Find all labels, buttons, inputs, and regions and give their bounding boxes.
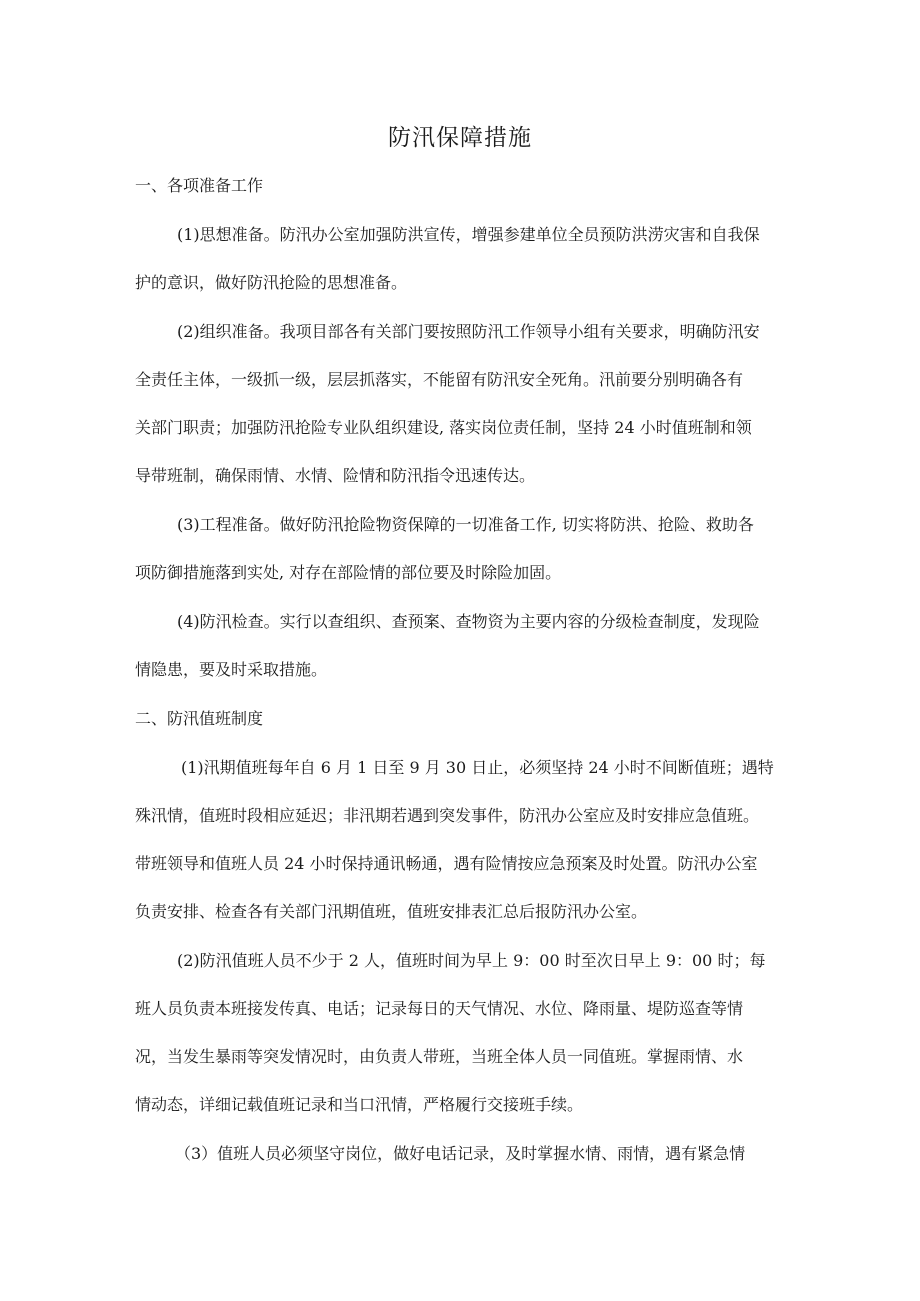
paragraph-line: 导带班制，确保雨情、水情、险情和防汛指令迅速传达。 <box>135 466 536 485</box>
paragraph <box>135 756 795 924</box>
paragraph-line: 情动态，详细记载值班记录和当口汛情，严格履行交接班手续。 <box>135 1095 584 1114</box>
section-heading: 一、各项准备工作 <box>135 176 264 195</box>
paragraph-line: 负责安排、检查各有关部门汛期值班，值班安排表汇总后报防汛办公室。 <box>135 902 648 921</box>
paragraph-line: 护的意识，做好防汛抢险的思想准备。 <box>135 273 408 292</box>
paragraph-line: (1)思想准备。防汛办公室加强防洪宣传，增强参建单位全员预防洪涝灾害和自我保 <box>177 225 760 244</box>
section-heading: 二、防汛值班制度 <box>135 709 264 728</box>
paragraph <box>135 513 795 585</box>
paragraph <box>135 610 795 682</box>
paragraph-line: （3）值班人员必须坚守岗位，做好电话记录，及时掌握水情、雨情，遇有紧急情 <box>175 1144 746 1163</box>
paragraph-line: 情隐患，要及时采取措施。 <box>135 660 328 679</box>
paragraph-line: (2)防汛值班人员不少于 2 人，值班时间为早上 9：00 时至次日早上 9：00 时；每 <box>177 951 766 970</box>
paragraph <box>135 320 795 488</box>
document-body <box>135 174 795 1166</box>
paragraph <box>135 223 795 295</box>
paragraph-line: 班人员负责本班接发传真、电话；记录每日的天气情况、水位、降雨量、堤防巡查等情 <box>135 999 744 1018</box>
paragraph-line: (4)防汛检查。实行以查组织、查预案、查物资为主要内容的分级检查制度，发现险 <box>177 612 760 631</box>
paragraph-line: (1)汛期值班每年自 6 月 1 日至 9 月 30 日止，必须坚持 24 小时不间断值班；遇特 <box>181 758 774 777</box>
paragraph-line: (2)组织准备。我项目部各有关部门要按照防汛工作领导小组有关要求，明确防汛安 <box>177 322 760 341</box>
document-title: 防汛保障措施 <box>388 125 532 151</box>
paragraph <box>135 1142 795 1166</box>
paragraph-line: 关部门职责；加强防汛抢险专业队组织建设, 落实岗位责任制，坚持 24 小时值班制和领 <box>135 418 752 437</box>
paragraph <box>135 949 795 1117</box>
paragraph-line: 殊汛情，值班时段相应延迟；非汛期若遇到突发事件，防汛办公室应及时安排应急值班。 <box>135 806 760 825</box>
paragraph-line: (3)工程准备。做好防汛抢险物资保障的一切准备工作, 切实将防洪、抢险、救助各 <box>177 515 754 534</box>
paragraph-line: 况，当发生暴雨等突发情况时，由负责人带班，当班全体人员一同值班。掌握雨情、水 <box>135 1047 744 1066</box>
paragraph-line: 项防御措施落到实处, 对存在部险情的部位要及时除险加固。 <box>135 563 562 582</box>
paragraph-line: 带班领导和值班人员 24 小时保持通讯畅通，遇有险情按应急预案及时处置。防汛办公室 <box>135 854 758 873</box>
paragraph-line: 全责任主体，一级抓一级，层层抓落实，不能留有防汛安全死角。汛前要分别明确各有 <box>135 370 744 389</box>
